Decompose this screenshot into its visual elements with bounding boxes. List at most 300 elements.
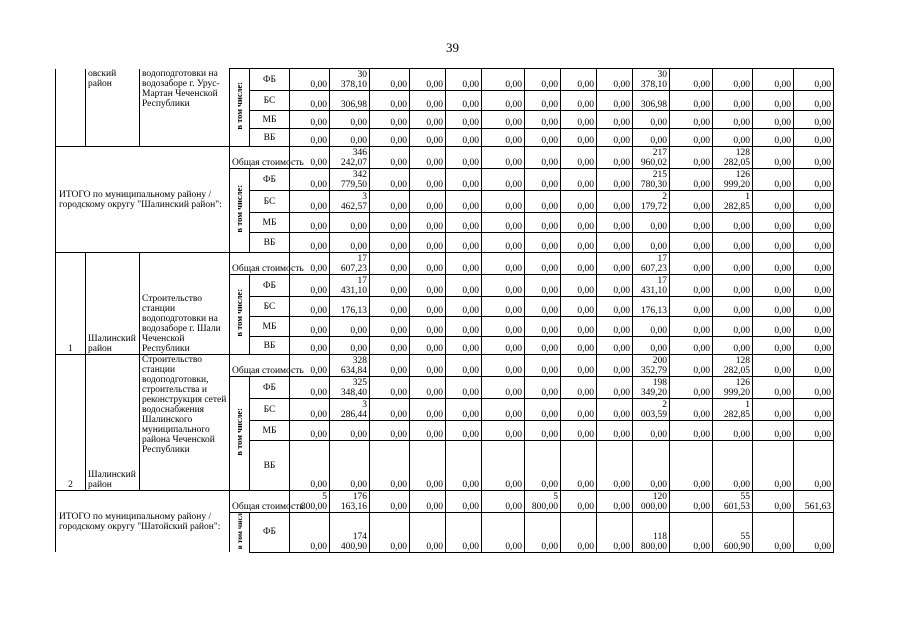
row-number: 1	[56, 253, 86, 355]
value-cell	[446, 147, 482, 169]
value-text: 0,00	[733, 100, 750, 110]
table-row	[56, 147, 882, 169]
value-cell	[446, 91, 482, 111]
value-cell	[753, 297, 794, 317]
value-cell	[794, 317, 834, 337]
total-cost-label: Общая стоимость	[230, 491, 290, 513]
value-cell	[794, 111, 834, 129]
value-cell	[290, 377, 330, 399]
value-cell	[410, 253, 446, 275]
value-cell	[670, 317, 713, 337]
value-cell	[561, 129, 597, 147]
value-text: 0,00	[650, 242, 667, 252]
value-text: 0,00	[541, 80, 558, 90]
value-text: 0,00	[426, 326, 443, 336]
value-text: 0,00	[505, 430, 522, 440]
value-cell	[561, 421, 597, 441]
value-cell	[561, 377, 597, 399]
value-cell	[446, 399, 482, 421]
value-cell	[525, 491, 561, 513]
value-cell	[670, 111, 713, 129]
value-cell	[561, 169, 597, 191]
value-cell	[753, 337, 794, 355]
value-cell	[753, 191, 794, 213]
source-vb: ВБ	[250, 233, 290, 253]
value-text: 0,00	[650, 326, 667, 336]
value-text: 0,00	[613, 480, 630, 490]
value-cell	[330, 69, 370, 91]
value-text: 0,00	[541, 118, 558, 128]
value-cell	[597, 421, 633, 441]
value-cell	[794, 191, 834, 213]
value-text: 0,00	[613, 326, 630, 336]
value-cell	[753, 253, 794, 275]
value-text: 0,00	[733, 136, 750, 146]
value-cell	[597, 275, 633, 297]
value-cell	[633, 317, 670, 337]
value-cell	[713, 111, 753, 129]
value-cell	[561, 91, 597, 111]
value-cell	[597, 441, 633, 491]
value-text: 0,00	[577, 326, 594, 336]
value-text: 0,00	[462, 344, 479, 354]
value-cell	[482, 337, 525, 355]
value-text: 0,00	[814, 136, 831, 146]
value-cell	[713, 513, 753, 553]
table-row	[56, 69, 882, 91]
value-text: 346 242,07	[340, 148, 367, 168]
value-text: 0,00	[814, 264, 831, 274]
value-cell	[670, 91, 713, 111]
value-text: 0,00	[462, 80, 479, 90]
value-cell	[330, 317, 370, 337]
value-cell	[410, 111, 446, 129]
value-cell	[713, 191, 753, 213]
value-text: 0,00	[505, 344, 522, 354]
value-text: 0,00	[733, 480, 750, 490]
value-cell	[713, 129, 753, 147]
value-text: 0,00	[310, 344, 327, 354]
value-cell	[713, 275, 753, 297]
value-text: 0,00	[613, 366, 630, 376]
value-text: 0,00	[613, 344, 630, 354]
value-cell	[446, 233, 482, 253]
value-text: 0,00	[426, 264, 443, 274]
value-cell	[410, 317, 446, 337]
value-text: 0,00	[390, 410, 407, 420]
value-cell	[561, 491, 597, 513]
value-cell	[713, 377, 753, 399]
value-cell	[597, 91, 633, 111]
value-cell	[794, 253, 834, 275]
value-cell	[410, 129, 446, 147]
value-cell	[410, 297, 446, 317]
vtom-label: в том числ	[234, 513, 244, 550]
value-text: 0,00	[462, 286, 479, 296]
value-text: 0,00	[577, 118, 594, 128]
value-text: 0,00	[541, 180, 558, 190]
value-text: 0,00	[693, 306, 710, 316]
value-text: 0,00	[426, 344, 443, 354]
value-cell	[482, 355, 525, 377]
value-text: 55 600,90	[723, 531, 750, 552]
value-cell	[446, 213, 482, 233]
table-row	[56, 355, 882, 377]
vtom-label-cell	[230, 169, 250, 253]
value-cell	[446, 253, 482, 275]
value-cell	[794, 337, 834, 355]
value-cell	[633, 355, 670, 377]
value-cell	[330, 129, 370, 147]
value-cell	[446, 69, 482, 91]
value-cell	[482, 253, 525, 275]
value-cell	[370, 491, 410, 513]
source-fb: ФБ	[250, 377, 290, 399]
value-text: 306,98	[340, 100, 367, 110]
vtom-label-cell	[230, 513, 250, 553]
value-text: 0,00	[613, 264, 630, 274]
value-text: 0,00	[774, 326, 791, 336]
value-text: 0,00	[577, 136, 594, 146]
value-text: 0,00	[541, 242, 558, 252]
value-cell	[670, 337, 713, 355]
value-cell	[290, 399, 330, 421]
value-text: 0,00	[814, 366, 831, 376]
value-cell	[633, 233, 670, 253]
value-text: 0,00	[541, 286, 558, 296]
value-text: 0,00	[426, 502, 443, 512]
value-text: 0,00	[390, 158, 407, 168]
value-text: 0,00	[390, 286, 407, 296]
value-cell	[670, 377, 713, 399]
value-text: 0,00	[814, 100, 831, 110]
value-text: 0,00	[693, 100, 710, 110]
value-cell	[330, 169, 370, 191]
value-cell	[670, 513, 713, 553]
value-text: 55 601,53	[723, 492, 750, 512]
value-cell	[446, 491, 482, 513]
value-cell	[794, 513, 834, 553]
value-text: 0,00	[693, 158, 710, 168]
source-vb: ВБ	[250, 129, 290, 147]
value-text: 0,00	[310, 222, 327, 232]
value-text: 0,00	[613, 502, 630, 512]
value-cell	[561, 337, 597, 355]
value-text: 0,00	[774, 180, 791, 190]
district-name: Шалинский район	[86, 355, 140, 491]
source-mb: МБ	[250, 421, 290, 441]
value-text: 0,00	[814, 344, 831, 354]
value-text: 0,00	[541, 100, 558, 110]
source-bs: БС	[250, 297, 290, 317]
value-text: 0,00	[350, 430, 367, 440]
value-cell	[561, 233, 597, 253]
value-text: 0,00	[350, 480, 367, 490]
value-cell	[525, 377, 561, 399]
value-cell	[794, 275, 834, 297]
value-text: 0,00	[310, 306, 327, 316]
value-text: 0,00	[505, 158, 522, 168]
value-cell	[670, 233, 713, 253]
value-cell	[633, 69, 670, 91]
value-cell	[597, 297, 633, 317]
value-cell	[370, 355, 410, 377]
value-text: 0,00	[733, 430, 750, 440]
value-text: 0,00	[814, 388, 831, 398]
value-text: 0,00	[613, 410, 630, 420]
value-cell	[446, 513, 482, 553]
value-text: 17 607,23	[640, 254, 667, 274]
value-text: 0,00	[390, 118, 407, 128]
value-text: 0,00	[774, 410, 791, 420]
value-text: 0,00	[462, 202, 479, 212]
value-cell	[525, 355, 561, 377]
value-text: 0,00	[390, 242, 407, 252]
value-cell	[561, 213, 597, 233]
value-cell	[410, 213, 446, 233]
value-cell	[482, 441, 525, 491]
vtom-label: в том числе:	[234, 82, 244, 130]
value-text: 0,00	[462, 100, 479, 110]
value-cell	[410, 91, 446, 111]
value-text: 0,00	[693, 118, 710, 128]
value-cell	[446, 377, 482, 399]
value-cell	[330, 399, 370, 421]
value-text: 30 378,10	[640, 70, 667, 90]
value-text: 0,00	[426, 541, 443, 552]
table-row	[56, 491, 882, 513]
value-cell	[525, 91, 561, 111]
value-text: 0,00	[310, 430, 327, 440]
value-text: 0,00	[650, 480, 667, 490]
value-cell	[330, 91, 370, 111]
source-mb: МБ	[250, 111, 290, 129]
value-cell	[330, 421, 370, 441]
value-cell	[482, 377, 525, 399]
value-text: 5 800,00	[531, 492, 558, 512]
value-text: 0,00	[426, 136, 443, 146]
value-cell	[794, 441, 834, 491]
value-text: 0,00	[774, 80, 791, 90]
value-text: 0,00	[577, 222, 594, 232]
value-cell	[525, 337, 561, 355]
value-cell	[525, 421, 561, 441]
value-text: 0,00	[462, 180, 479, 190]
value-text: 0,00	[774, 541, 791, 552]
value-cell	[561, 513, 597, 553]
value-text: 0,00	[390, 136, 407, 146]
value-text: 0,00	[577, 306, 594, 316]
table-row	[56, 253, 882, 275]
value-text: 0,00	[577, 158, 594, 168]
value-cell	[290, 213, 330, 233]
value-text: 0,00	[693, 80, 710, 90]
value-cell	[597, 169, 633, 191]
value-cell	[633, 421, 670, 441]
value-cell	[330, 233, 370, 253]
value-cell	[370, 129, 410, 147]
value-text: 0,00	[390, 180, 407, 190]
value-text: 1 282,85	[723, 192, 750, 212]
value-text: 0,00	[462, 480, 479, 490]
value-text: 174 400,90	[340, 531, 367, 552]
value-text: 0,00	[390, 344, 407, 354]
value-text: 0,00	[693, 366, 710, 376]
value-cell	[525, 317, 561, 337]
value-text: 0,00	[505, 136, 522, 146]
value-text: 0,00	[310, 541, 327, 552]
value-text: 0,00	[814, 118, 831, 128]
value-cell	[525, 399, 561, 421]
value-cell	[482, 297, 525, 317]
value-text: 0,00	[774, 202, 791, 212]
value-cell	[753, 169, 794, 191]
district-name: овский район	[86, 69, 140, 147]
value-cell	[753, 69, 794, 91]
value-cell	[753, 441, 794, 491]
value-text: 0,00	[541, 222, 558, 232]
value-text: 0,00	[310, 480, 327, 490]
value-text: 0,00	[774, 158, 791, 168]
value-cell	[597, 377, 633, 399]
value-text: 0,00	[310, 202, 327, 212]
value-cell	[597, 399, 633, 421]
value-text: 0,00	[693, 286, 710, 296]
value-text: 0,00	[462, 242, 479, 252]
value-text: 0,00	[733, 306, 750, 316]
value-text: 3 286,44	[340, 400, 367, 420]
value-text: 0,00	[693, 242, 710, 252]
value-cell	[794, 91, 834, 111]
value-text: 0,00	[774, 118, 791, 128]
value-text: 0,00	[814, 430, 831, 440]
value-cell	[794, 377, 834, 399]
value-text: 0,00	[577, 344, 594, 354]
value-text: 0,00	[505, 222, 522, 232]
value-text: 0,00	[577, 502, 594, 512]
value-text: 0,00	[733, 118, 750, 128]
value-cell	[290, 233, 330, 253]
value-text: 0,00	[774, 388, 791, 398]
value-cell	[370, 399, 410, 421]
source-fb: ФБ	[250, 513, 290, 553]
value-text: 0,00	[541, 326, 558, 336]
value-cell	[633, 491, 670, 513]
value-text: 0,00	[390, 202, 407, 212]
value-cell	[713, 337, 753, 355]
value-cell	[561, 275, 597, 297]
value-text: 0,00	[541, 264, 558, 274]
value-cell	[330, 441, 370, 491]
value-cell	[482, 147, 525, 169]
value-cell	[525, 297, 561, 317]
value-cell	[410, 275, 446, 297]
value-text: 0,00	[426, 180, 443, 190]
value-text: 0,00	[310, 242, 327, 252]
value-cell	[290, 297, 330, 317]
value-text: 0,00	[462, 326, 479, 336]
value-text: 342 779,50	[340, 170, 367, 190]
value-text: 0,00	[390, 222, 407, 232]
value-cell	[410, 491, 446, 513]
value-cell	[561, 317, 597, 337]
value-text: 0,00	[613, 242, 630, 252]
value-text: 0,00	[814, 80, 831, 90]
value-text: 0,00	[541, 202, 558, 212]
value-text: 0,00	[462, 366, 479, 376]
value-cell	[794, 491, 834, 513]
value-text: 0,00	[774, 366, 791, 376]
value-text: 0,00	[650, 136, 667, 146]
total-cost-label: Общая стоимость	[230, 355, 290, 377]
value-text: 0,00	[310, 80, 327, 90]
value-cell	[794, 421, 834, 441]
value-cell	[713, 297, 753, 317]
value-cell	[446, 169, 482, 191]
value-cell	[561, 297, 597, 317]
value-cell	[753, 377, 794, 399]
value-cell	[597, 355, 633, 377]
value-cell	[561, 147, 597, 169]
value-cell	[410, 441, 446, 491]
value-text: 2 003,59	[640, 400, 667, 420]
value-cell	[633, 129, 670, 147]
value-text: 0,00	[505, 264, 522, 274]
value-cell	[753, 213, 794, 233]
value-text: 0,00	[613, 136, 630, 146]
value-cell	[370, 69, 410, 91]
value-text: 0,00	[693, 344, 710, 354]
value-cell	[713, 213, 753, 233]
value-text: 0,00	[733, 242, 750, 252]
source-vb: ВБ	[250, 441, 290, 491]
value-text: 0,00	[613, 158, 630, 168]
value-cell	[713, 441, 753, 491]
value-text: 126 999,20	[723, 170, 750, 190]
value-cell	[410, 233, 446, 253]
value-cell	[525, 275, 561, 297]
value-cell	[525, 147, 561, 169]
value-cell	[633, 441, 670, 491]
value-text: 0,00	[390, 388, 407, 398]
value-text: 0,00	[426, 480, 443, 490]
value-text: 0,00	[462, 158, 479, 168]
value-text: 0,00	[310, 388, 327, 398]
value-text: 217 960,02	[640, 148, 667, 168]
value-cell	[482, 169, 525, 191]
total-cost-label: Общая стоимость	[230, 253, 290, 275]
vtom-label: в том числе:	[234, 185, 244, 233]
value-text: 0,00	[774, 264, 791, 274]
value-text: 0,00	[505, 388, 522, 398]
value-cell	[753, 421, 794, 441]
value-cell	[753, 129, 794, 147]
value-text: 0,00	[390, 326, 407, 336]
value-text: 0,00	[310, 136, 327, 146]
value-text: 0,00	[350, 118, 367, 128]
value-cell	[597, 337, 633, 355]
value-cell	[525, 111, 561, 129]
value-cell	[290, 111, 330, 129]
value-cell	[410, 147, 446, 169]
value-text: 0,00	[577, 430, 594, 440]
value-cell	[753, 491, 794, 513]
value-cell	[446, 441, 482, 491]
value-text: 0,00	[577, 410, 594, 420]
value-text: 0,00	[814, 306, 831, 316]
value-cell	[561, 355, 597, 377]
total-cost-label: Общая стоимость	[230, 147, 290, 169]
